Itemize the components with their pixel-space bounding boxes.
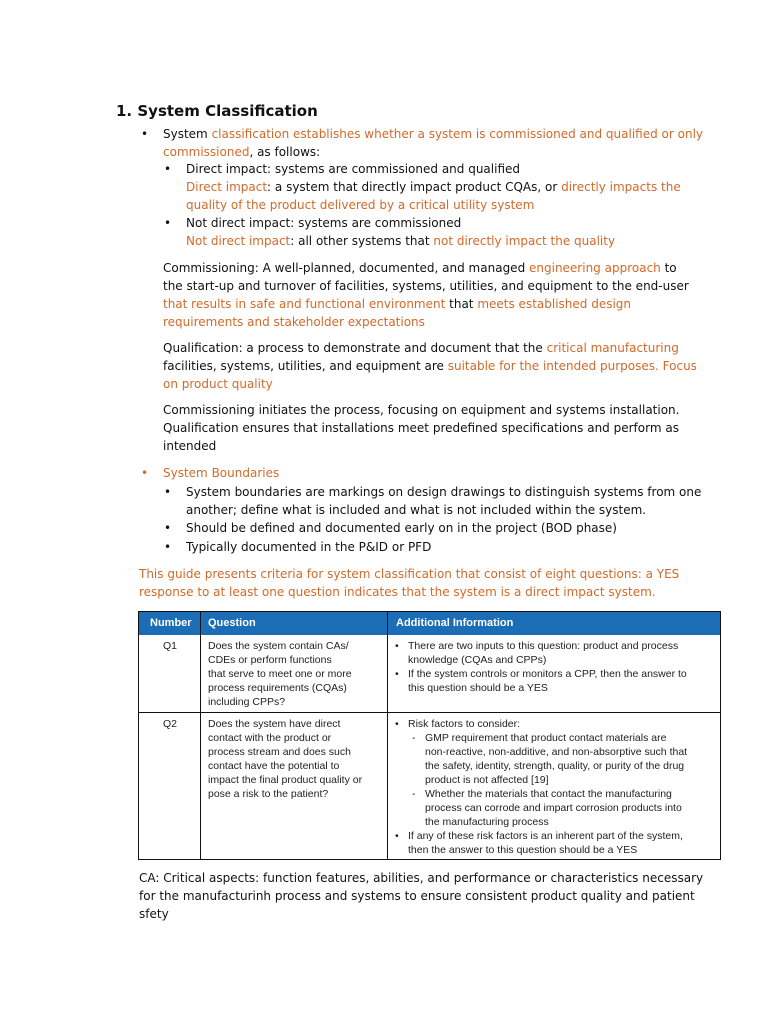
info-line: the manufacturing process [425, 816, 549, 828]
intro-highlight: commissioned [163, 145, 250, 159]
question-line: including CPPs? [208, 696, 286, 708]
intro-text: System [163, 127, 212, 141]
direct-impact-highlight: directly impacts the [561, 180, 681, 194]
header-number: Number [150, 617, 192, 629]
column-divider [387, 612, 388, 859]
commissioning-paragraph [163, 259, 689, 331]
boundaries-text: System boundaries are markings on design drawings to distinguish systems from one [186, 485, 702, 499]
info-line: non-reactive, non-additive, and non-absorptive such that [425, 746, 688, 758]
row-number: Q2 [163, 718, 178, 730]
boundaries-item: Should be defined and documented early on in the project (BOD phase) [186, 521, 617, 535]
not-direct-impact-term: Not direct impact [186, 234, 291, 248]
info-marker: • [395, 718, 399, 730]
question-line: Does the system have direct [208, 718, 341, 730]
info-line: the safety, identity, strength, quality, or purity of the drug [425, 760, 685, 772]
not-direct-impact-title: Not direct impact: systems are commissioned [186, 216, 462, 230]
direct-impact-text: : a system that directly impact product CQAs, or [267, 180, 562, 194]
direct-impact-title: Direct impact: systems are commissioned and qualified [186, 162, 521, 176]
column-divider [200, 612, 201, 859]
info-sub-marker: - [412, 788, 416, 800]
row-divider [139, 712, 720, 713]
not-direct-impact-highlight: not directly impact the quality [433, 234, 616, 248]
paragraph-highlight: on product quality [163, 377, 273, 391]
qualification-paragraph [163, 339, 697, 393]
info-line: product is not affected [19] [425, 774, 549, 786]
paragraph-text: the start-up and turnover of facilities, systems, utilities, and equipment to the end-user [163, 279, 689, 293]
question-line: contact with the product or [208, 732, 332, 744]
intro-highlight: classification establishes whether a system is commissioned and qualified or only [211, 127, 704, 141]
paragraph-text: Commissioning initiates the process, focusing on equipment and systems installation. [163, 403, 680, 417]
info-sub-marker: - [412, 732, 416, 744]
info-item [408, 667, 687, 695]
not-direct-impact-text: : all other systems that [290, 234, 434, 248]
boundaries-item: Typically documented in the P&ID or PFD [186, 540, 432, 554]
info-marker: • [395, 830, 399, 842]
bullet-dot: • [164, 216, 172, 230]
guide-text: response to at least one question indicates that the system is a direct impact system. [139, 585, 656, 599]
info-line: Whether the materials that contact the manufacturing [425, 788, 672, 800]
paragraph-text: Qualification ensures that installations meet predefined specifications and perform as [163, 421, 679, 435]
info-line: GMP requirement that product contact materials are [425, 732, 667, 744]
info-marker: • [395, 640, 399, 652]
boundaries-item [186, 483, 701, 519]
bullet-dot: • [141, 466, 149, 480]
question-line: pose a risk to the patient? [208, 788, 329, 800]
question-line: process requirements (CQAs) [208, 682, 347, 694]
info-line: then the answer to this question should be a YES [408, 844, 638, 856]
direct-impact-item [186, 160, 681, 214]
header-question: Question [208, 617, 256, 629]
paragraph-highlight: suitable for the intended purposes. Focus [447, 359, 697, 373]
paragraph-text: that [445, 297, 478, 311]
footnote-paragraph [139, 869, 703, 923]
info-head: Risk factors to consider: [408, 718, 521, 730]
intro-text: , as follows: [249, 145, 321, 159]
bullet-dot: • [164, 162, 172, 176]
bullet-dot: • [164, 521, 172, 535]
info-line: If any of these risk factors is an inherent part of the system, [408, 830, 683, 842]
question-line: CDEs or perform functions [208, 654, 332, 666]
paragraph-highlight: that results in safe and functional environment [163, 297, 446, 311]
paragraph-text: facilities, systems, utilities, and equipment are [163, 359, 448, 373]
bullet-dot: • [164, 485, 172, 499]
question-line: Does the system contain CAs/ [208, 640, 349, 652]
row-question [208, 639, 352, 709]
paragraph-highlight: meets established design [477, 297, 632, 311]
section-heading: 1. System Classification [116, 102, 318, 120]
info-line: If the system controls or monitors a CPP, then the answer to [408, 668, 687, 680]
paragraph-highlight: engineering approach [529, 261, 661, 275]
question-line: impact the final product quality or [208, 774, 363, 786]
boundaries-title: System Boundaries [163, 466, 280, 480]
direct-impact-highlight: quality of the product delivered by a critical utility system [186, 198, 535, 212]
paragraph-text: intended [163, 439, 217, 453]
info-line: knowledge (CQAs and CPPs) [408, 654, 547, 666]
paragraph-highlight: requirements and stakeholder expectations [163, 315, 425, 329]
footnote-text: for the manufacturinh process and systems to ensure consistent product quality and patient [139, 889, 695, 903]
bullet-dot: • [141, 127, 149, 141]
paragraph-text: to [660, 261, 677, 275]
intro-paragraph [163, 125, 703, 161]
paragraph-highlight: critical manufacturing [546, 341, 679, 355]
paragraph-text: Qualification: a process to demonstrate and document that the [163, 341, 547, 355]
row-question [208, 717, 362, 801]
question-line: process stream and does such [208, 746, 351, 758]
info-item [408, 829, 683, 857]
footnote-text: CA: Critical aspects: function features, abilities, and performance or characteristics necessary [139, 871, 704, 885]
info-line: process can corrode and impart corrosion products into [425, 802, 682, 814]
not-direct-impact-item [186, 214, 615, 250]
initiates-paragraph [163, 401, 679, 455]
row-number: Q1 [163, 640, 178, 652]
bullet-dot: • [164, 540, 172, 554]
table-header [139, 612, 720, 635]
guide-text: This guide presents criteria for system classification that consist of eight questions: a YES [139, 567, 680, 581]
info-item [408, 639, 678, 667]
question-line: contact have the potential to [208, 760, 340, 772]
guide-paragraph [139, 565, 679, 601]
paragraph-text: Commissioning: A well-planned, documented, and managed [163, 261, 529, 275]
boundaries-text: another; define what is included and what is not included within the system. [186, 503, 647, 517]
question-line: that serve to meet one or more [208, 668, 352, 680]
classification-table [138, 611, 721, 860]
info-sub-item [425, 787, 682, 829]
header-info: Additional Information [396, 617, 514, 629]
info-sub-item [425, 731, 687, 787]
footnote-text: sfety [139, 907, 169, 921]
info-line: There are two inputs to this question: product and process [408, 640, 679, 652]
info-marker: • [395, 668, 399, 680]
info-line: this question should be a YES [408, 682, 548, 694]
direct-impact-term: Direct impact [186, 180, 268, 194]
